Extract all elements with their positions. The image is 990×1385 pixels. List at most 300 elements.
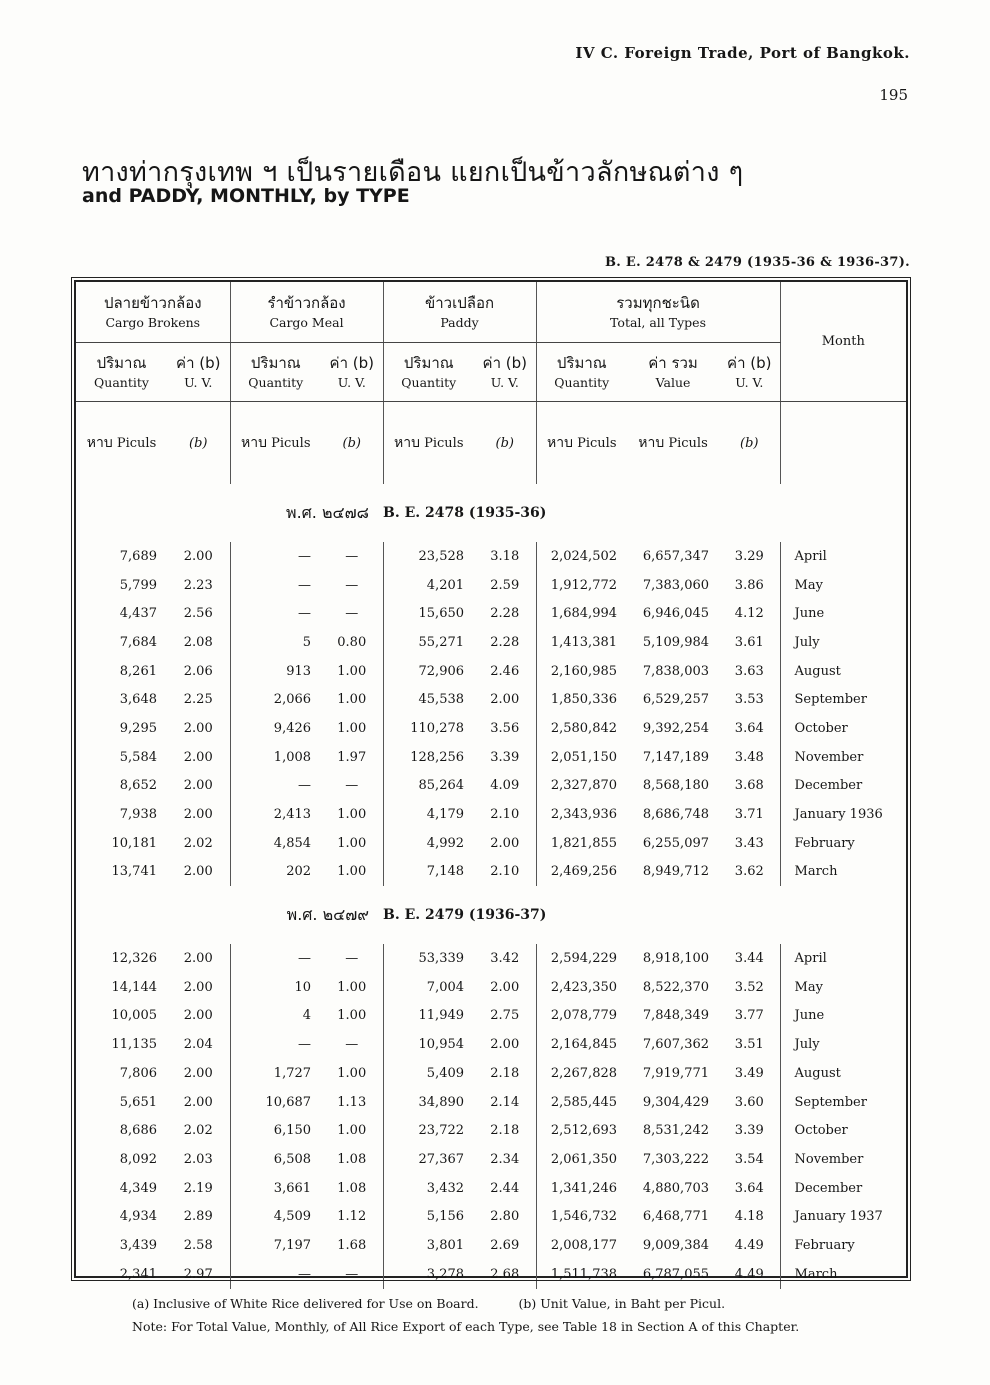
- table-row: [76, 1088, 906, 1117]
- table-title-english: and PADDY, MONTHLY, by TYPE: [82, 185, 410, 207]
- paddy-uv-cell: 2.00: [474, 829, 536, 858]
- brokens-uv-cell: 2.02: [167, 1116, 230, 1145]
- total-value-cell: 6,657,347: [642, 548, 710, 564]
- brokens-uv-cell: 2.56: [167, 599, 230, 628]
- paddy-quantity-cell: 5,156: [426, 1209, 465, 1225]
- meal-uv-cell: 1.00: [321, 657, 383, 686]
- total-quantity-cell: 1,413,381: [550, 634, 618, 650]
- meal-uv-cell: 1.00: [321, 1002, 383, 1031]
- unit-piculs-thai: หาบ: [547, 435, 573, 451]
- total-value-cell: 6,468,771: [642, 1209, 710, 1225]
- brokens-uv-cell: 2.00: [167, 714, 230, 743]
- unit-piculs: [76, 402, 167, 485]
- unit-month-blank: [780, 402, 906, 485]
- paddy-quantity-cell: 45,538: [418, 692, 465, 708]
- meal-uv-cell: 1.00: [321, 973, 383, 1002]
- month-cell: November: [794, 1151, 864, 1167]
- meal-uv-cell: 0.80: [321, 628, 383, 657]
- total-uv-cell: 3.43: [719, 829, 780, 858]
- brokens-quantity-cell: 12,326: [111, 951, 157, 967]
- paddy-quantity-cell: 5,409: [426, 1065, 465, 1081]
- quantity-header: [76, 343, 167, 402]
- total-quantity-cell: 2,061,350: [550, 1151, 618, 1167]
- total-value-cell: 7,383,060: [642, 577, 710, 593]
- quantity-thai-label: ปริมาณ: [250, 354, 301, 372]
- total-value-cell: 8,918,100: [642, 951, 710, 967]
- year-section-header: [76, 886, 906, 944]
- brokens-uv-cell: 2.00: [167, 1088, 230, 1117]
- unit-piculs-english: Piculs: [116, 436, 157, 451]
- month-cell: October: [794, 1123, 848, 1139]
- table-row: [76, 858, 906, 887]
- total-quantity-cell: 2,078,779: [550, 1008, 618, 1024]
- paddy-uv-cell: 2.14: [474, 1088, 536, 1117]
- paddy-uv-cell: 2.80: [474, 1202, 536, 1231]
- month-cell: September: [794, 1094, 867, 1110]
- meal-quantity-cell: 1,727: [273, 1065, 312, 1081]
- total-uv-cell: 3.61: [719, 628, 780, 657]
- brokens-uv-cell: 2.97: [167, 1260, 230, 1289]
- unit-piculs-english: Piculs: [271, 436, 311, 451]
- brokens-quantity-cell: 7,806: [119, 1065, 157, 1081]
- quantity-thai-label: ปริมาณ: [556, 354, 607, 372]
- month-cell: August: [794, 663, 841, 679]
- total-quantity-cell: 1,821,855: [550, 835, 618, 851]
- brokens-quantity-cell: 5,799: [119, 577, 157, 593]
- unit-piculs-thai: หาบ: [638, 435, 665, 451]
- paddy-uv-cell: 2.34: [474, 1145, 536, 1174]
- meal-uv-cell: —: [321, 599, 383, 628]
- brokens-quantity-cell: 11,135: [111, 1037, 157, 1053]
- table-row: [76, 1030, 906, 1059]
- unit-baht-per-picul: (b): [167, 402, 230, 485]
- paddy-quantity-cell: 23,528: [418, 548, 465, 564]
- total-quantity-cell: 2,164,845: [550, 1037, 618, 1053]
- unit_value-english-label: U. V.: [337, 375, 366, 390]
- total-uv-cell: 3.71: [719, 800, 780, 829]
- table-body: [76, 484, 906, 1289]
- brokens-quantity-cell: 7,689: [119, 548, 157, 564]
- group-header-cargo-brokens: [76, 282, 230, 343]
- total-value-cell: 8,949,712: [642, 864, 710, 880]
- paddy-uv-cell: 2.00: [474, 685, 536, 714]
- total-quantity-cell: 2,512,693: [550, 1123, 618, 1139]
- month-cell: May: [794, 577, 823, 593]
- meal-quantity-cell: 2,413: [273, 807, 312, 823]
- year-label-english: B. E. 2478 (1935-36): [383, 505, 547, 521]
- table-row: [76, 1116, 906, 1145]
- brokens-quantity-cell: 8,092: [119, 1151, 157, 1167]
- brokens-quantity-cell: 8,652: [119, 778, 157, 794]
- running-head: IV C. Foreign Trade, Port of Bangkok.: [575, 44, 910, 62]
- table-row: [76, 800, 906, 829]
- total-value-cell: 4,880,703: [642, 1180, 710, 1196]
- total-value-cell: 6,529,257: [642, 692, 710, 708]
- footnote-line: [132, 1292, 892, 1315]
- unit-baht-per-picul: (b): [719, 402, 780, 485]
- meal-quantity-cell: 6,150: [273, 1123, 312, 1139]
- table-row: [76, 599, 906, 628]
- brokens-uv-cell: 2.08: [167, 628, 230, 657]
- month-cell: December: [794, 778, 863, 794]
- group-header-cargo-meal: [230, 282, 383, 343]
- meal-uv-cell: 1.12: [321, 1202, 383, 1231]
- paddy-uv-cell: 2.28: [474, 628, 536, 657]
- month-cell: September: [794, 692, 867, 708]
- meal-quantity-cell: 3,661: [273, 1180, 312, 1196]
- brokens-quantity-cell: 10,181: [111, 835, 157, 851]
- total-quantity-cell: 1,850,336: [550, 692, 618, 708]
- unit_value-thai-label: ค่า (b): [329, 354, 374, 372]
- brokens-uv-cell: 2.00: [167, 800, 230, 829]
- rice-export-table-frame: [74, 280, 908, 1282]
- paddy-quantity-cell: 7,148: [426, 864, 465, 880]
- meal-uv-cell: 1.08: [321, 1145, 383, 1174]
- month-cell: April: [794, 548, 827, 564]
- total-uv-cell: 3.64: [719, 1174, 780, 1203]
- value-thai-label: ค่า รวม: [648, 354, 698, 372]
- brokens-quantity-cell: 13,741: [111, 864, 157, 880]
- total-quantity-cell: 2,024,502: [550, 548, 618, 564]
- total-uv-cell: 3.77: [719, 1002, 780, 1031]
- paddy-quantity-cell: 10,954: [418, 1037, 465, 1053]
- month-cell: October: [794, 720, 848, 736]
- brokens-uv-cell: 2.02: [167, 829, 230, 858]
- total-quantity-cell: 2,160,985: [550, 663, 618, 679]
- total-value-cell: 7,848,349: [642, 1008, 710, 1024]
- meal-quantity-cell: —: [298, 606, 312, 622]
- paddy-uv-cell: 2.68: [474, 1260, 536, 1289]
- meal-quantity-cell: 2,066: [273, 692, 312, 708]
- quantity-english-label: Quantity: [401, 375, 457, 390]
- year-label-thai: พ.ศ. ๒๔๗๘: [286, 502, 370, 522]
- total-quantity-cell: 1,341,246: [550, 1180, 618, 1196]
- paddy-uv-cell: 3.18: [474, 542, 536, 571]
- table-row: [76, 628, 906, 657]
- month-cell: January 1936: [794, 807, 883, 823]
- table-row: [76, 571, 906, 600]
- paddy-uv-cell: 2.28: [474, 599, 536, 628]
- meal-quantity-cell: 9,426: [273, 720, 312, 736]
- total-quantity-cell: 2,594,229: [550, 951, 618, 967]
- total-quantity-cell: 2,469,256: [550, 864, 618, 880]
- paddy-quantity-cell: 85,264: [418, 778, 465, 794]
- group-header-paddy: [383, 282, 536, 343]
- total-value-cell: 6,946,045: [642, 606, 710, 622]
- table-row: [76, 829, 906, 858]
- table-row: [76, 1145, 906, 1174]
- brokens-quantity-cell: 10,005: [111, 1008, 157, 1024]
- meal-uv-cell: 1.13: [321, 1088, 383, 1117]
- brokens-quantity-cell: 9,295: [119, 720, 157, 736]
- footnote-b: (b) Unit Value, in Baht per Picul.: [518, 1296, 726, 1311]
- meal-uv-cell: —: [321, 772, 383, 801]
- unit_value-thai-label: ค่า (b): [482, 354, 527, 372]
- meal-uv-cell: 1.00: [321, 829, 383, 858]
- unit_value-thai-label: ค่า (b): [727, 354, 772, 372]
- table-row: [76, 772, 906, 801]
- total-uv-cell: 4.49: [719, 1231, 780, 1260]
- total-value-cell: 9,392,254: [642, 720, 710, 736]
- quantity-english-label: Quantity: [554, 375, 610, 390]
- brokens-uv-cell: 2.00: [167, 858, 230, 887]
- meal-quantity-cell: 202: [286, 864, 312, 880]
- quantity-header: [536, 343, 627, 402]
- unit-baht-per-picul: (b): [321, 402, 383, 485]
- brokens-quantity-cell: 7,938: [119, 807, 157, 823]
- total-quantity-cell: 2,423,350: [550, 979, 618, 995]
- total-value-cell: 9,009,384: [642, 1237, 710, 1253]
- unit-header-row: [76, 402, 906, 485]
- brokens-uv-cell: 2.00: [167, 973, 230, 1002]
- total-quantity-cell: 1,511,738: [550, 1266, 618, 1282]
- brokens-quantity-cell: 4,349: [119, 1180, 157, 1196]
- total-value-cell: 7,147,189: [642, 749, 710, 765]
- value-header: [627, 343, 719, 402]
- month-cell: March: [794, 1266, 838, 1282]
- meal-uv-cell: 1.00: [321, 800, 383, 829]
- total-value-cell: 8,531,242: [642, 1123, 710, 1139]
- paddy-quantity-cell: 15,650: [418, 606, 465, 622]
- total-uv-cell: 3.86: [719, 571, 780, 600]
- month-cell: February: [794, 1237, 855, 1253]
- meal-quantity-cell: 5: [302, 634, 312, 650]
- paddy-uv-cell: 2.69: [474, 1231, 536, 1260]
- footnotes: [132, 1292, 892, 1338]
- total-uv-cell: 4.12: [719, 599, 780, 628]
- meal-quantity-cell: 4,854: [273, 835, 312, 851]
- total-value-cell: 8,686,748: [642, 807, 710, 823]
- brokens-quantity-cell: 3,648: [119, 692, 157, 708]
- total-value-cell: 6,787,055: [642, 1266, 710, 1282]
- table-row: [76, 1174, 906, 1203]
- table-row: [76, 657, 906, 686]
- brokens-uv-cell: 2.19: [167, 1174, 230, 1203]
- meal-uv-cell: —: [321, 542, 383, 571]
- month-cell: November: [794, 749, 864, 765]
- total-value-cell: 7,303,222: [642, 1151, 710, 1167]
- brokens-uv-cell: 2.06: [167, 657, 230, 686]
- group-english-label: Cargo Meal: [269, 315, 344, 330]
- paddy-quantity-cell: 34,890: [418, 1094, 465, 1110]
- table-row: [76, 1002, 906, 1031]
- meal-quantity-cell: —: [298, 951, 312, 967]
- meal-quantity-cell: —: [298, 577, 312, 593]
- paddy-quantity-cell: 4,992: [426, 835, 465, 851]
- footnote-note: Note: For Total Value, Monthly, of All Rice Export of each Type, see Table 18 in Section A of this Chapter.: [132, 1319, 800, 1334]
- table-row: [76, 1231, 906, 1260]
- brokens-uv-cell: 2.00: [167, 542, 230, 571]
- group-header-total: [536, 282, 780, 343]
- unit-piculs-thai: หาบ: [86, 435, 113, 451]
- paddy-uv-cell: 3.42: [474, 944, 536, 973]
- total-value-cell: 6,255,097: [642, 835, 710, 851]
- brokens-quantity-cell: 8,686: [119, 1123, 157, 1139]
- table-row: [76, 944, 906, 973]
- group-english-label: Cargo Brokens: [105, 315, 201, 330]
- paddy-uv-cell: 2.18: [474, 1116, 536, 1145]
- brokens-uv-cell: 2.00: [167, 1002, 230, 1031]
- meal-uv-cell: 1.97: [321, 743, 383, 772]
- month-cell: March: [794, 864, 838, 880]
- paddy-quantity-cell: 27,367: [418, 1151, 465, 1167]
- unit_value-english-label: U. V.: [735, 375, 764, 390]
- table-title-thai: ทางท่ากรุงเทพ ฯ เป็นรายเดือน แยกเป็นข้าวลักษณต่าง ๆ: [82, 157, 744, 188]
- paddy-uv-cell: 2.75: [474, 1002, 536, 1031]
- unit_value-english-label: U. V.: [184, 375, 213, 390]
- year-section-header: [76, 484, 906, 542]
- total-value-cell: 7,838,003: [642, 663, 710, 679]
- brokens-quantity-cell: 4,437: [119, 606, 157, 622]
- paddy-quantity-cell: 3,278: [426, 1266, 465, 1282]
- total-quantity-cell: 2,585,445: [550, 1094, 618, 1110]
- total-uv-cell: 3.68: [719, 772, 780, 801]
- table-row: [76, 1202, 906, 1231]
- total-value-cell: 9,304,429: [642, 1094, 710, 1110]
- total-uv-cell: 3.54: [719, 1145, 780, 1174]
- years-caption: B. E. 2478 & 2479 (1935-36 & 1936-37).: [604, 255, 910, 270]
- group-thai-label: รวมทุกชะนิด: [616, 294, 700, 312]
- meal-quantity-cell: 7,197: [273, 1237, 312, 1253]
- meal-quantity-cell: 4,509: [273, 1209, 312, 1225]
- brokens-quantity-cell: 14,144: [111, 979, 157, 995]
- meal-quantity-cell: —: [298, 1037, 312, 1053]
- brokens-quantity-cell: 2,341: [119, 1266, 157, 1282]
- brokens-uv-cell: 2.00: [167, 772, 230, 801]
- meal-uv-cell: —: [321, 1260, 383, 1289]
- meal-uv-cell: —: [321, 571, 383, 600]
- year-label-thai: พ.ศ. ๒๔๗๙: [286, 904, 370, 924]
- unit-value-header: [321, 343, 383, 402]
- total-uv-cell: 3.53: [719, 685, 780, 714]
- quantity-english-label: Quantity: [94, 375, 149, 390]
- unit-piculs: [230, 402, 321, 485]
- meal-quantity-cell: —: [298, 548, 312, 564]
- meal-quantity-cell: 6,508: [273, 1151, 312, 1167]
- month-cell: May: [794, 979, 823, 995]
- total-quantity-cell: 1,546,732: [550, 1209, 618, 1225]
- meal-uv-cell: 1.00: [321, 858, 383, 887]
- meal-uv-cell: 1.00: [321, 1059, 383, 1088]
- total-quantity-cell: 2,327,870: [550, 778, 618, 794]
- paddy-quantity-cell: 7,004: [426, 979, 465, 995]
- unit-piculs: [383, 402, 474, 485]
- quantity-english-label: Quantity: [248, 375, 304, 390]
- month-column-header: Month: [780, 282, 906, 402]
- brokens-quantity-cell: 4,934: [119, 1209, 157, 1225]
- brokens-uv-cell: 2.25: [167, 685, 230, 714]
- meal-uv-cell: 1.00: [321, 685, 383, 714]
- table-row: [76, 685, 906, 714]
- paddy-quantity-cell: 11,949: [418, 1008, 465, 1024]
- brokens-quantity-cell: 3,439: [119, 1237, 157, 1253]
- unit-piculs-thai: หาบ: [241, 435, 267, 451]
- total-quantity-cell: 2,267,828: [550, 1065, 618, 1081]
- unit-piculs-english: Piculs: [577, 436, 617, 451]
- group-thai-label: ปลายข้าวกล้อง: [103, 294, 202, 312]
- brokens-quantity-cell: 5,651: [119, 1094, 157, 1110]
- paddy-uv-cell: 2.18: [474, 1059, 536, 1088]
- total-value-cell: 8,522,370: [642, 979, 710, 995]
- total-uv-cell: 4.49: [719, 1260, 780, 1289]
- paddy-uv-cell: 2.44: [474, 1174, 536, 1203]
- group-english-label: Paddy: [440, 315, 479, 330]
- paddy-quantity-cell: 3,432: [426, 1180, 465, 1196]
- month-cell: July: [794, 1037, 820, 1053]
- quantity-thai-label: ปริมาณ: [96, 354, 147, 372]
- total-value-cell: 5,109,984: [642, 634, 710, 650]
- paddy-uv-cell: 2.59: [474, 571, 536, 600]
- value-english-label: Value: [655, 375, 691, 390]
- brokens-uv-cell: 2.58: [167, 1231, 230, 1260]
- unit-piculs-english: Piculs: [424, 436, 464, 451]
- meal-quantity-cell: 10: [294, 979, 312, 995]
- brokens-quantity-cell: 7,684: [119, 634, 157, 650]
- paddy-quantity-cell: 4,201: [426, 577, 465, 593]
- month-cell: August: [794, 1065, 841, 1081]
- month-cell: January 1937: [794, 1209, 883, 1225]
- meal-uv-cell: 1.08: [321, 1174, 383, 1203]
- group-english-label: Total, all Types: [610, 315, 706, 330]
- quantity-header: [230, 343, 321, 402]
- table-row: [76, 714, 906, 743]
- unit-value-header: [167, 343, 230, 402]
- paddy-uv-cell: 2.00: [474, 1030, 536, 1059]
- month-cell: February: [794, 835, 855, 851]
- total-value-cell: 8,568,180: [642, 778, 710, 794]
- paddy-quantity-cell: 4,179: [426, 807, 465, 823]
- unit-value-header: [719, 343, 780, 402]
- brokens-quantity-cell: 8,261: [119, 663, 157, 679]
- month-cell: April: [794, 951, 827, 967]
- group-thai-label: ข้าวเปลือก: [425, 294, 495, 312]
- total-quantity-cell: 2,580,842: [550, 720, 618, 736]
- month-cell: July: [794, 634, 820, 650]
- brokens-uv-cell: 2.03: [167, 1145, 230, 1174]
- month-cell: June: [794, 606, 825, 622]
- paddy-quantity-cell: 72,906: [418, 663, 465, 679]
- unit-baht-per-picul: (b): [474, 402, 536, 485]
- month-cell: June: [794, 1008, 825, 1024]
- paddy-uv-cell: 3.39: [474, 743, 536, 772]
- total-uv-cell: 3.63: [719, 657, 780, 686]
- paddy-uv-cell: 3.56: [474, 714, 536, 743]
- paddy-quantity-cell: 53,339: [418, 951, 465, 967]
- paddy-quantity-cell: 23,722: [418, 1123, 465, 1139]
- paddy-uv-cell: 2.10: [474, 800, 536, 829]
- total-quantity-cell: 2,051,150: [550, 749, 618, 765]
- total-quantity-cell: 2,343,936: [550, 807, 618, 823]
- month-cell: December: [794, 1180, 863, 1196]
- meal-uv-cell: 1.00: [321, 1116, 383, 1145]
- meal-uv-cell: 1.00: [321, 714, 383, 743]
- quantity-thai-label: ปริมาณ: [403, 354, 454, 372]
- table-row: [76, 542, 906, 571]
- table-row: [76, 1260, 906, 1289]
- brokens-quantity-cell: 5,584: [119, 749, 157, 765]
- total-uv-cell: 3.52: [719, 973, 780, 1002]
- total-uv-cell: 4.18: [719, 1202, 780, 1231]
- paddy-quantity-cell: 128,256: [410, 749, 465, 765]
- meal-quantity-cell: —: [298, 1266, 312, 1282]
- paddy-quantity-cell: 55,271: [418, 634, 465, 650]
- brokens-uv-cell: 2.00: [167, 944, 230, 973]
- total-uv-cell: 3.62: [719, 858, 780, 887]
- total-uv-cell: 3.48: [719, 743, 780, 772]
- brokens-uv-cell: 2.00: [167, 743, 230, 772]
- total-uv-cell: 3.39: [719, 1116, 780, 1145]
- meal-quantity-cell: —: [298, 778, 312, 794]
